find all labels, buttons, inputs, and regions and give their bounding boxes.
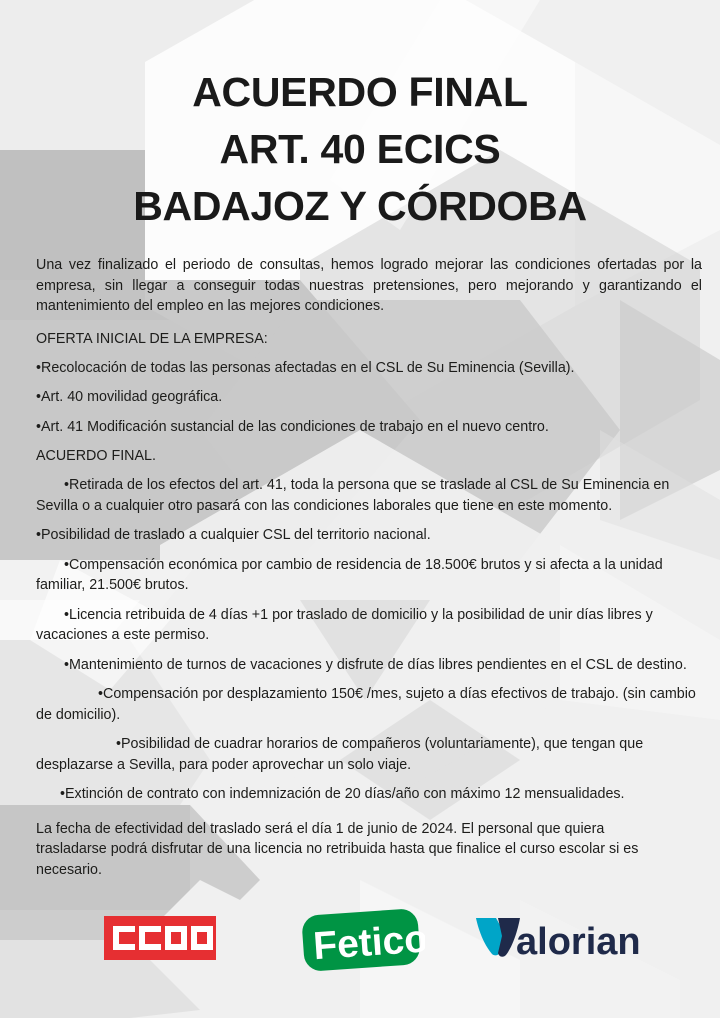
- final-agreement-heading: ACUERDO FINAL.: [36, 448, 156, 465]
- document-body: [36, 255, 702, 880]
- final-agreement-item-8: •Extinción de contrato con indemnización de 20 días/año con máximo 12 mensualidades.: [60, 786, 625, 803]
- logo-row: [0, 898, 720, 978]
- intro-paragraph: Una vez finalizado el periodo de consultas, hemos logrado mejorar las condiciones ofertadas por la empresa, sin llegar a conseguir todas nuestras pretensiones, pero mejorando y garantizando el mantenimiento del empleo en las mejores condiciones.: [36, 257, 702, 315]
- closing-line-3: necesario.: [36, 861, 102, 878]
- initial-offer-heading: OFERTA INICIAL DE LA EMPRESA:: [36, 330, 268, 347]
- initial-offer-item-3: •Art. 41 Modificación sustancial de las condiciones de trabajo en el nuevo centro.: [36, 418, 549, 435]
- initial-offer-item-2: •Art. 40 movilidad geográfica.: [36, 389, 223, 406]
- final-agreement-item-4: •Licencia retribuida de 4 días +1 por traslado de domicilio y la posibilidad de unir días libres y vacaciones a este permiso.: [36, 606, 653, 644]
- final-agreement-item-7: •Posibilidad de cuadrar horarios de compañeros (voluntariamente), que tengan que desplazarse a Sevilla, para poder aprovechar un solo viaje.: [36, 736, 644, 773]
- ccoo-logo-icon: [104, 916, 216, 960]
- final-agreement-item-3: •Compensación económica por cambio de residencia de 18.500€ brutos y si afecta a la unidad familiar, 21.500€ brutos.: [36, 556, 663, 594]
- valorian-logo: [472, 910, 644, 967]
- title-line-2: ART. 40 ECICS: [219, 126, 501, 172]
- title-line-1: ACUERDO FINAL: [192, 69, 528, 115]
- svg-text:alorian: alorian: [516, 921, 641, 962]
- final-agreement-item-1: •Retirada de los efectos del art. 41, toda la persona que se traslade al CSL de Su Eminencia en Sevilla o a cualquier otro pasará con las condiciones laborales que tiene en este momento.: [36, 477, 670, 514]
- title-line-3: BADAJOZ Y CÓRDOBA: [133, 183, 587, 229]
- final-agreement-item-6: •Compensación por desplazamiento 150€ /mes, sujeto a días efectivos de trabajo. (sin cambio de domicilio).: [36, 686, 696, 723]
- svg-text:Fetico: Fetico: [311, 917, 425, 969]
- page-title: [0, 64, 720, 235]
- fetico-logo-icon: [297, 898, 425, 978]
- fetico-logo: [297, 898, 425, 983]
- final-agreement-item-2: •Posibilidad de traslado a cualquier CSL del territorio nacional.: [36, 527, 431, 544]
- ccoo-logo: [104, 916, 216, 965]
- initial-offer-item-1: •Recolocación de todas las personas afectadas en el CSL de Su Eminencia (Sevilla).: [36, 359, 575, 376]
- valorian-logo-icon: [472, 910, 644, 962]
- closing-line-2: trasladarse podrá disfrutar de una licencia no retribuida hasta que finalice el curso escolar si es: [36, 841, 639, 858]
- closing-line-1: La fecha de efectividad del traslado será el día 1 de junio de 2024. El personal que quiera: [36, 820, 605, 837]
- final-agreement-item-5: •Mantenimiento de turnos de vacaciones y disfrute de días libres pendientes en el CSL de destino.: [64, 656, 687, 673]
